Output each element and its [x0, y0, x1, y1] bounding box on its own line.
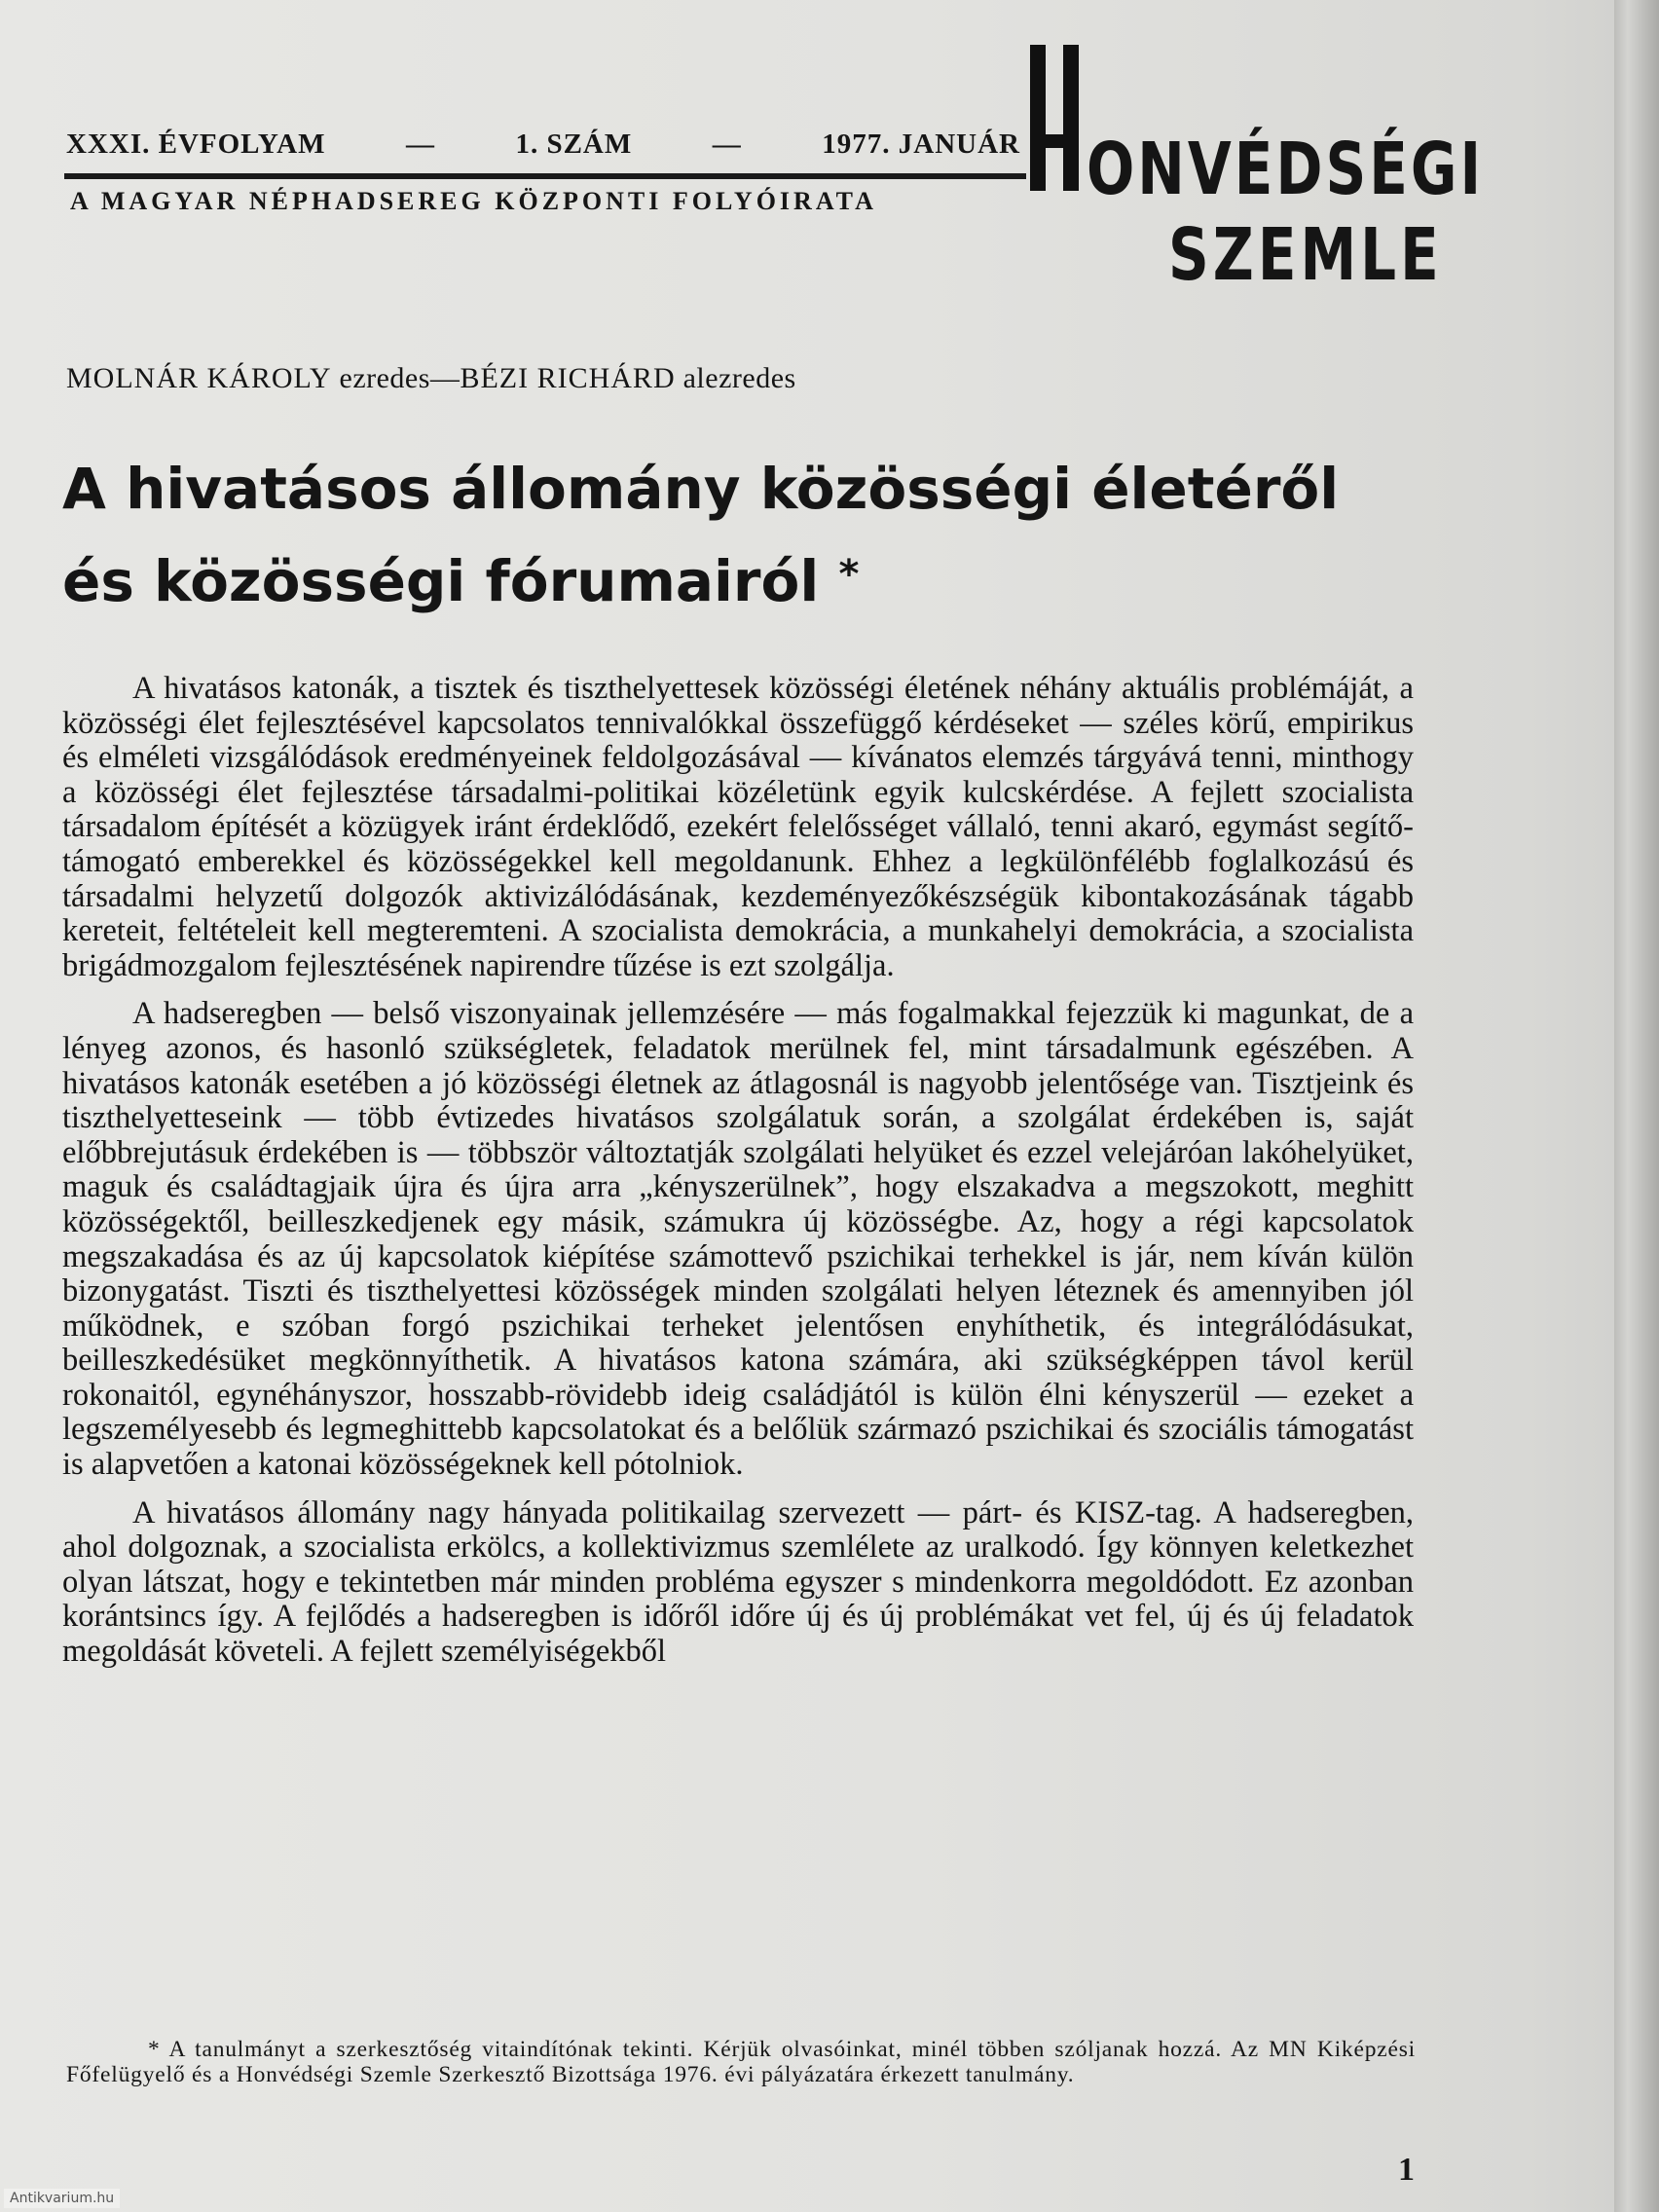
- masthead-subtitle: A MAGYAR NÉPHADSEREG KÖZPONTI FOLYÓIRATA: [70, 187, 877, 215]
- article-title-line: és közösségi fórumairól: [62, 548, 820, 614]
- journal-logo: [1028, 45, 1485, 298]
- body-paragraph: A hadseregben — belső viszonyainak jellemzésére — más fogalmakkal fejezzük ki magunkat, de a lényeg azonos, és hasonló szükségletek, feladatok merülnek fel, mint társadalmunk egészében. A hivatásos katonák esetében a jó közösségi életnek az átlagosnál is nagyobb jelentősége van. Tisztjeink és tiszthelyetteseink — több évtizedes hivatásos szolgálatuk során, a szolgálat érdekében is, saját előbbrejutásuk érdekében is — többször változtatják szolgálati helyüket és ezzel velejáróan lakóhelyüket, maguk és családtagjaik újra és újra arra „kényszerülnek”, hogy elszakadva a megszokott, meghitt közösségektől, beilleszkedjenek egy másik, számukra új közösségbe. Az, hogy a régi kapcsolatok megszakadása és az új kapcsolatok kiépítése számottevő pszichikai terhekkel is jár, nem kíván külön bizonygatást. Tiszti és tiszthelyettesi közösségek minden szolgálati helyen léteznek és amennyiben jól működnek, e szóban forgó pszichikai terheket jelentősen enyhíthetik, és integrálódásukat, beilleszkedésüket megkönnyíthetik. A hivatásos katona számára, aki szükségképpen távol kerül rokonaitól, egynéhányszor, hosszabb-rövidebb ideig családjától is külön élni kényszerül — ezeket a legszemélyesebb és legmeghittebb kapcsolatokat és a belőlük származó pszichikai és szociális támogatást is alapvetően a katonai közösségeknek kell pótolniok.: [62, 996, 1414, 1483]
- footnote-marker: *: [838, 552, 860, 597]
- masthead-date: 1977. JANUÁR: [822, 129, 1020, 160]
- masthead-issue: 1. SZÁM: [515, 129, 633, 160]
- logo-letter-h-icon: [1028, 45, 1083, 191]
- author-rank: alezredes: [682, 362, 796, 394]
- body-paragraph: A hivatásos állomány nagy hányada politikailag szervezett — párt- és KISZ-tag. A hadseregben, ahol dolgoznak, a szocialista erkölcs, a kollektivizmus szemlélete az uralkodó. Így könnyen keletkezhet olyan látszat, hogy e tekintetben már minden probléma egyszer s mindenkorra megoldódott. Ez azonban korántsincs így. A fejlődés a hadseregben is időről időre új és új problémákat vet fel, új és új feladatok megoldását követeli. A fejlett személyiségekből: [62, 1494, 1414, 1670]
- footnote: [66, 2037, 1416, 2087]
- article-body: [62, 672, 1414, 1683]
- author-rank: ezredes—: [339, 362, 461, 394]
- masthead-separator: —: [405, 129, 435, 160]
- footnote-text: * A tanulmányt a szerkesztőség vitaindítónak tekinti. Kérjük olvasóinkat, minél többen szóljanak hozzá. Az MN Kiképzési Főfelügyelő és a Honvédségi Szemle Szerkesztő Bizottsága 1976. évi pályázatára érkezett tanulmány.: [66, 2037, 1416, 2087]
- masthead-separator: —: [712, 129, 742, 160]
- author-name: BÉZI RICHÁRD: [460, 362, 676, 394]
- logo-title-line1: ONVÉDSÉGI: [1087, 127, 1485, 212]
- masthead-issue-line: [66, 129, 1020, 161]
- watermark-label: Antikvarium.hu: [4, 2189, 120, 2208]
- page-binding-shadow: [1614, 0, 1659, 2212]
- masthead-rule: [64, 173, 1026, 179]
- article-authors: [66, 362, 796, 395]
- article-title-line: A hivatásos állomány közösségi életéről: [62, 456, 1340, 522]
- author-name: MOLNÁR KÁROLY: [66, 362, 332, 394]
- masthead-volume: XXXI. ÉVFOLYAM: [66, 129, 326, 160]
- page-number: 1: [1398, 2152, 1415, 2188]
- body-paragraph: A hivatásos katonák, a tisztek és tiszthelyettesek közösségi életének néhány aktuális problémáját, a közösségi élet fejlesztésével kapcsolatos tennivalókkal összefüggő kérdéseket — széles körű, empirikus és elméleti vizsgálódások eredményeinek feldolgozásával — kívánatos elemzés tárgyává tenni, minthogy a közösségi élet fejlesztése társadalmi-politikai közéletünk egyik kulcskérdése. A fejlett szocialista társadalom építését a közügyek iránt érdeklődő, ezekért felelősséget vállaló, tenni akaró, egymást segítő-támogató emberekkel és közösségekkel kell megoldanunk. Ehhez a legkülönfélébb foglalkozású és társadalmi helyzetű dolgozók aktivizálódásának, kezdeményezőkészségük kibontakozásának tágabb kereteit, feltételeit kell megteremteni. A szocialista demokrácia, a munkahelyi demokrácia, a szocialista brigádmozgalom fejlesztésének napirendre tűzése is ezt szolgálja.: [62, 671, 1414, 983]
- article-title: [62, 446, 1340, 624]
- logo-title-line2: SZEMLE: [1168, 212, 1443, 298]
